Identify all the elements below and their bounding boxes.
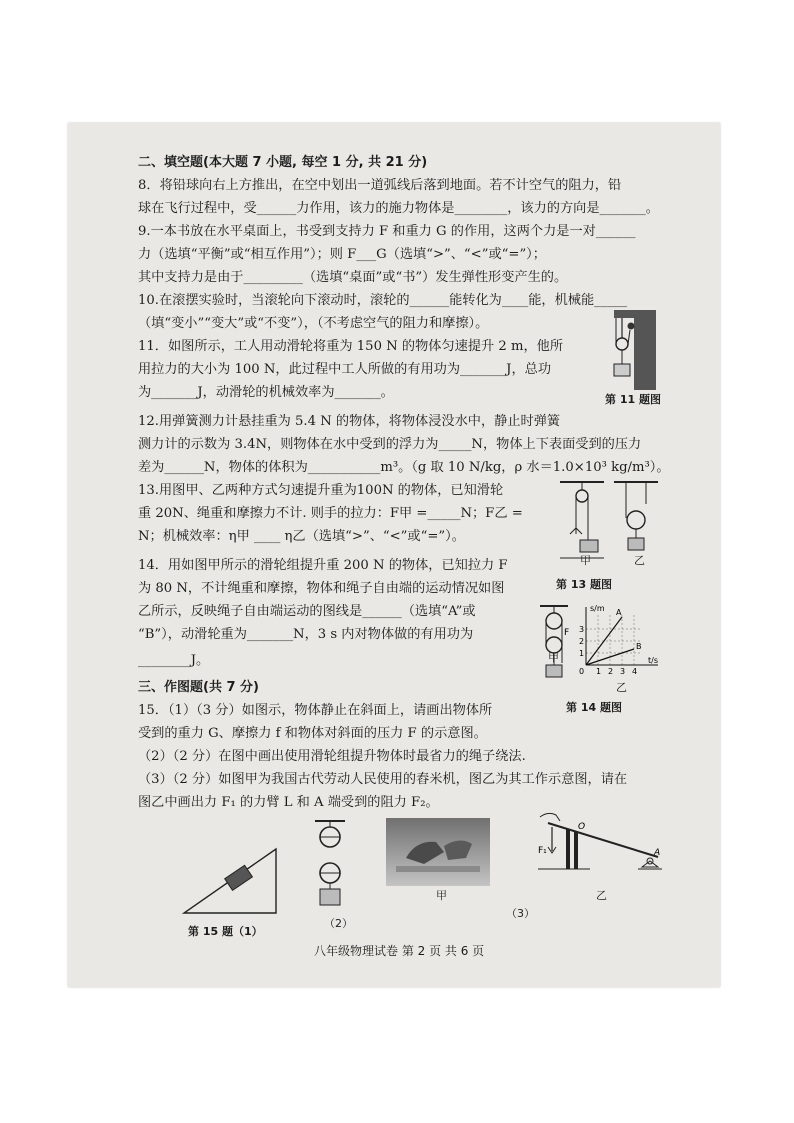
q15-line-3: （2）（2 分）在图中画出使用滑轮组提升物体时最省力的绳子绕法. <box>138 749 526 764</box>
graph-ytick-3: 3 <box>579 625 585 634</box>
graph-ylabel: s/m <box>590 604 605 613</box>
lever-a-label: A <box>654 848 661 858</box>
figure-13-label-yi: 乙 <box>634 554 645 567</box>
figure-15-2-caption: （2） <box>324 917 353 930</box>
q15-line-5: 图乙中画出力 F₁ 的力臂 L 和 A 端受到的阻力 F₂。 <box>138 795 439 810</box>
exam-sheet <box>68 123 720 987</box>
graph-label-a: A <box>616 608 622 617</box>
q10-line-2: （填“变小”“变大”或“不变”），（不考虑空气的阻力和摩擦）。 <box>138 316 489 331</box>
figure-15-3-label-jia: 甲 <box>436 889 447 902</box>
figure-14-label-yi: 乙 <box>616 681 627 694</box>
lever-f1-label: F₁ <box>538 846 547 856</box>
q13-line-2: 重 20N、绳重和摩擦力不计. 则手的拉力：F甲 =_____N；F乙 = <box>138 506 523 521</box>
q14-line-3: 乙所示，反映绳子自由端运动的图线是______（选填“A”或 <box>138 604 476 619</box>
figure-11-pulley <box>600 308 662 392</box>
figure-15-3-caption: （3） <box>506 907 535 920</box>
graph-grid <box>586 615 640 665</box>
graph-label-b: B <box>636 642 642 651</box>
figure-13-caption: 第 13 题图 <box>556 578 612 591</box>
q15-line-2: 受到的重力 G、摩擦力 f 和物体对斜面的压力 F 的示意图。 <box>138 726 487 741</box>
q15-line-4: （3）（2 分）如图甲为我国古代劳动人民使用的舂米机，图乙为其工作示意图，请在 <box>138 772 628 787</box>
q14-line-1: 14．用如图甲所示的滑轮组提升重 200 N 的物体，已知拉力 F <box>138 558 508 573</box>
figure-14-force-label: F <box>564 628 570 638</box>
figure-15-1-incline <box>180 841 280 917</box>
q12-line-2: 测力计的示数为 3.4N，则物体在水中受到的浮力为_____N，物体上下表面受到的压力 <box>138 437 642 452</box>
q11-line-3: 为_______J，动滑轮的机械效率为_______。 <box>138 385 394 400</box>
figure-15-3-photo <box>386 818 490 886</box>
graph-xtick-3: 3 <box>620 667 626 676</box>
figure-14-label-jia: 甲 <box>548 651 559 664</box>
figure-13-label-jia: 甲 <box>580 554 591 567</box>
q10-line-1: 10.在滚摆实验时，当滚轮向下滚动时，滚轮的______能转化为____能，机械能_____ <box>138 293 628 308</box>
q14-line-5: ________J。 <box>138 653 210 668</box>
figure-11-caption: 第 11 题图 <box>605 393 661 406</box>
q15-line-1: 15．（1）（3 分）如图示，物体静止在斜面上，请画出物体所 <box>138 703 493 718</box>
q12-line-3: 差为______N，物体的体积为___________m³。（g 取 10 N/kg，ρ 水＝1.0×10³ kg/m³）。 <box>138 460 670 475</box>
q14-line-2: 为 80 N，不计绳重和摩擦，物体和绳子自由端的运动情况如图 <box>138 581 505 596</box>
q9-line-3: 其中支持力是由于_________（选填“桌面”或“书”）发生弹性形变产生的。 <box>138 270 568 285</box>
graph-origin: 0 <box>579 667 585 676</box>
graph-xtick-4: 4 <box>632 667 638 676</box>
q11-line-1: 11．如图所示，工人用动滑轮将重为 150 N 的物体匀速提升 2 m，他所 <box>138 339 564 354</box>
q9-line-1: 9.一本书放在水平桌面上，书受到支持力 F 和重力 G 的作用，这两个力是一对______ <box>138 224 636 239</box>
figure-14-caption: 第 14 题图 <box>566 701 622 714</box>
graph-xtick-1: 1 <box>596 667 602 676</box>
q8-line-2: 球在飞行过程中，受______力作用，该力的施力物体是________，该力的方向是_______。 <box>138 201 659 216</box>
lever-o-label: O <box>578 822 586 832</box>
graph-xlabel: t/s <box>648 656 658 665</box>
page-footer: 八年级物理试卷 第 2 页 共 6 页 <box>314 944 485 958</box>
graph-ytick-2: 2 <box>579 637 585 646</box>
figure-14-st-graph <box>576 603 668 681</box>
figure-15-1-caption: 第 15 题（1） <box>188 925 263 938</box>
figure-14-pulley-block <box>538 603 572 693</box>
section-heading-drawing: 三、作图题(共 7 分) <box>138 680 259 695</box>
figure-15-3-label-yi: 乙 <box>596 889 607 902</box>
section-heading-fill-blank: 二、填空题(本大题 7 小题, 每空 1 分, 共 21 分) <box>138 155 428 170</box>
graph-xtick-2: 2 <box>608 667 614 676</box>
graph-ytick-1: 1 <box>579 649 585 658</box>
q9-line-2: 力（选填“平衡”或“相互作用”）；则 F___G（选填“>”、“<”或“=”）； <box>138 247 546 262</box>
q13-line-3: N；机械效率：η甲 ____ η乙（选填“>”、“<”或“=”）。 <box>138 529 465 544</box>
q8-line-1: 8．将铅球向右上方推出，在空中划出一道弧线后落到地面。若不计空气的阻力，铅 <box>138 178 622 193</box>
figure-15-2-pulley-set <box>313 817 347 913</box>
figure-15-3-lever <box>530 809 662 881</box>
q13-line-1: 13.用图甲、乙两种方式匀速提升重为100N 的物体，已知滑轮 <box>138 483 504 498</box>
q14-line-4: “B”），动滑轮重为_______N，3 s 内对物体做的有用功为 <box>138 627 474 642</box>
q11-line-2: 用拉力的大小为 100 N，此过程中工人所做的有用功为_______J，总功 <box>138 362 552 377</box>
q12-line-1: 12.用弹簧测力计悬挂重为 5.4 N 的物体，将物体浸没水中，静止时弹簧 <box>138 414 561 429</box>
